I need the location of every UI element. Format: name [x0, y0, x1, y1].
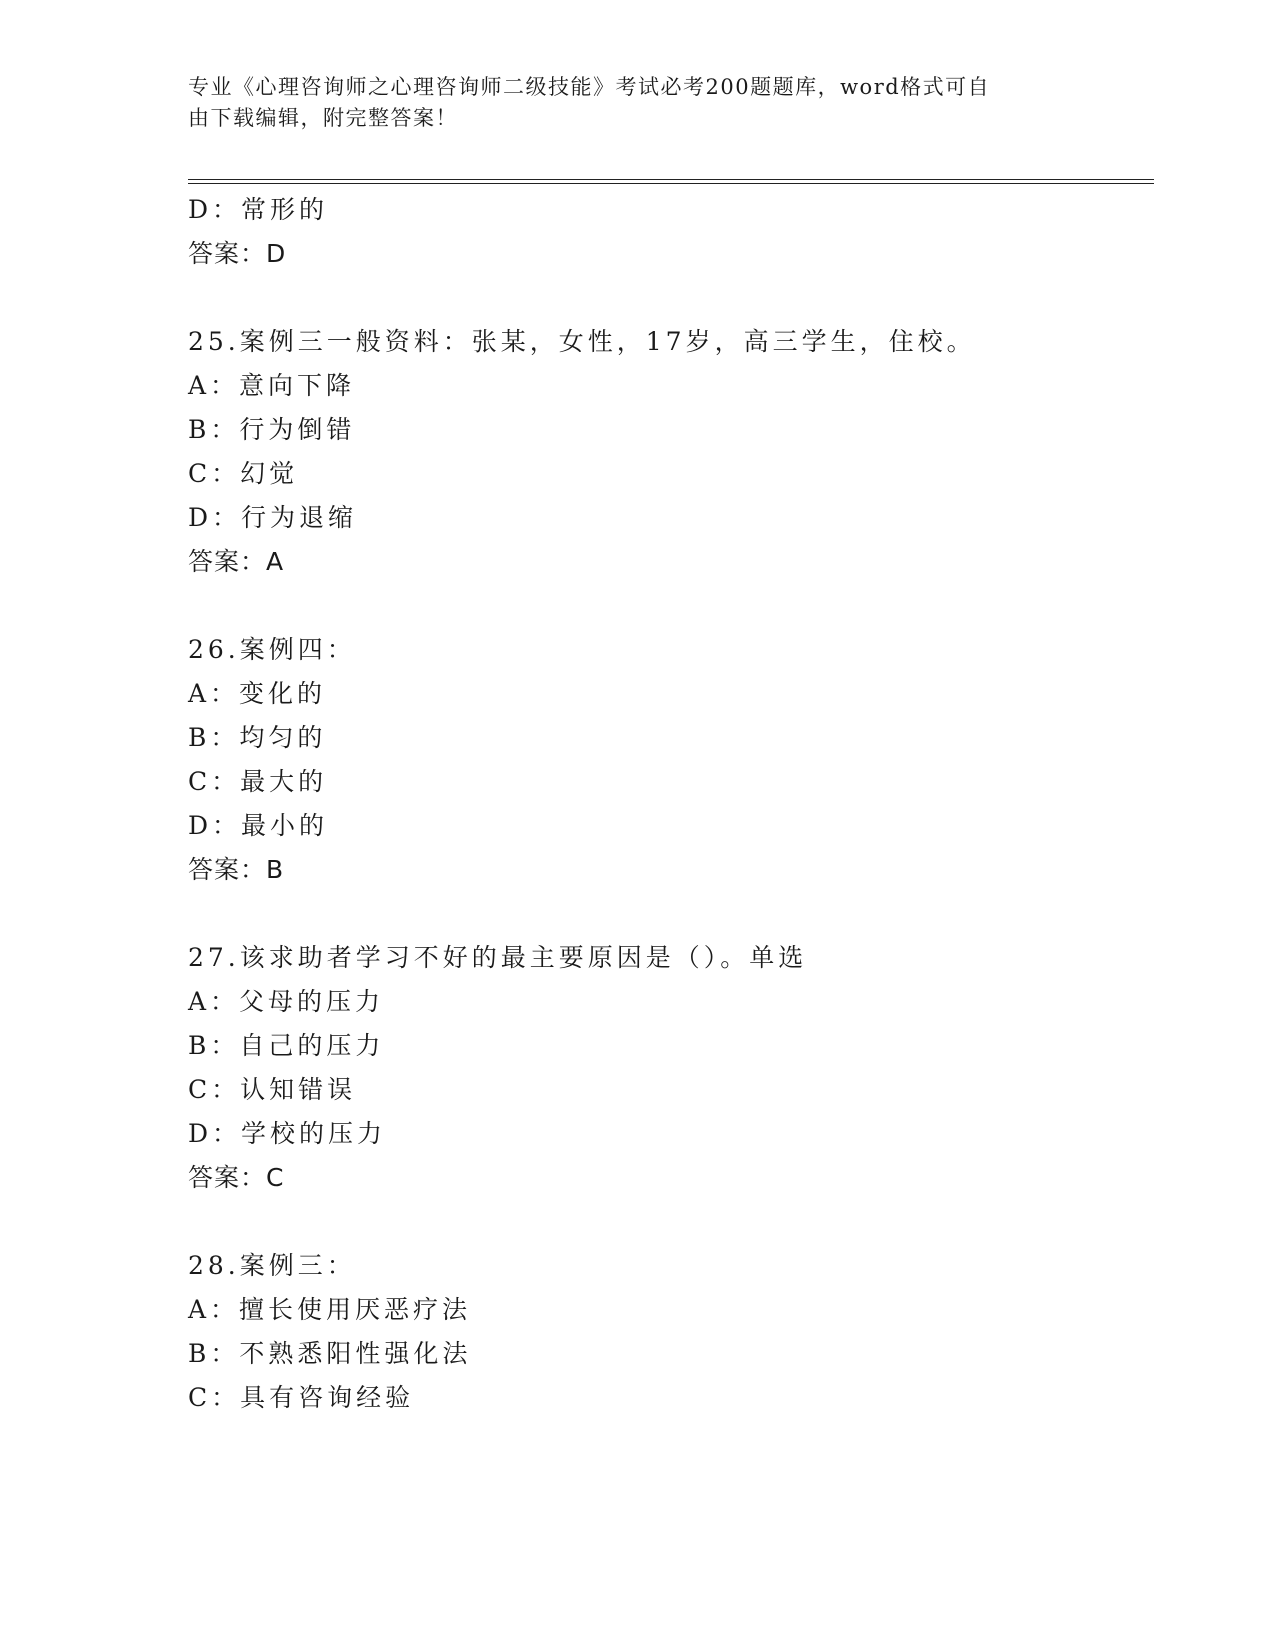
option-c: C：幻觉 — [188, 459, 299, 488]
option-c: C：认知错误 — [188, 1075, 357, 1104]
option-b: B：均匀的 — [188, 723, 327, 752]
answer-line: 答案：C — [188, 1163, 285, 1192]
option-d: D：行为退缩 — [188, 503, 358, 532]
question-stem-28: 28.案例三： — [188, 1251, 356, 1280]
answer-line: 答案：D — [188, 239, 287, 268]
option-a: A：意向下降 — [188, 371, 356, 400]
option-b: B：不熟悉阳性强化法 — [188, 1339, 472, 1368]
question-stem-27: 27.该求助者学习不好的最主要原因是（）。单选 — [188, 943, 808, 972]
answer-line: 答案：A — [188, 547, 285, 576]
option-c: C：具有咨询经验 — [188, 1383, 415, 1412]
option-b: B：自己的压力 — [188, 1031, 385, 1060]
option-d: D：常形的 — [188, 195, 329, 224]
question-stem-25: 25.案例三一般资料：张某，女性，17岁，高三学生，住校。 — [188, 327, 976, 356]
header-line-1: 专业《心理咨询师之心理咨询师二级技能》考试必考200题题库，word格式可自 — [188, 75, 991, 99]
option-b: B：行为倒错 — [188, 415, 356, 444]
header-divider-top — [188, 179, 1154, 180]
option-d: D：学校的压力 — [188, 1119, 387, 1148]
option-c: C：最大的 — [188, 767, 328, 796]
answer-line: 答案：B — [188, 855, 285, 884]
question-stem-26: 26.案例四： — [188, 635, 356, 664]
document-header — [188, 72, 1068, 134]
header-divider-bottom — [188, 183, 1154, 184]
header-line-2: 由下载编辑，附完整答案！ — [188, 106, 458, 130]
option-d: D：最小的 — [188, 811, 329, 840]
option-a: A：变化的 — [188, 679, 327, 708]
option-a: A：擅长使用厌恶疗法 — [188, 1295, 472, 1324]
option-a: A：父母的压力 — [188, 987, 385, 1016]
